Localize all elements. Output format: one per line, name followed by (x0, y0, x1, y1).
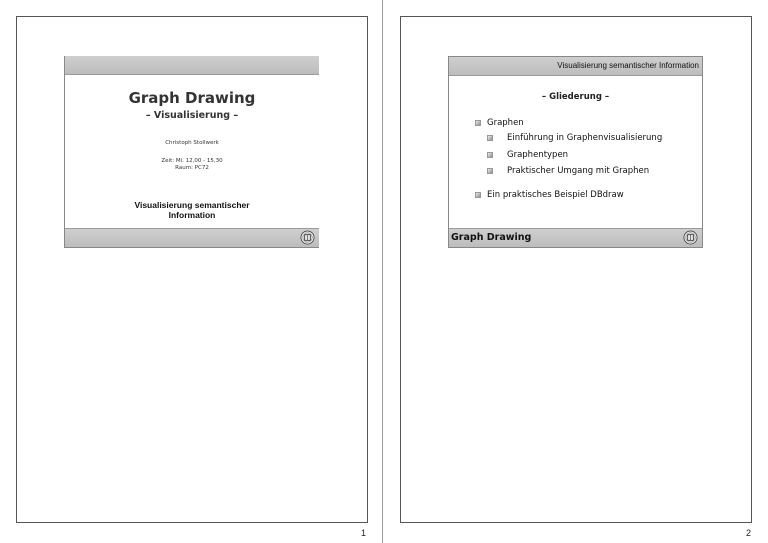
slide-footer-band (65, 228, 319, 247)
page-number: 2 (745, 528, 751, 538)
course-topic (65, 200, 319, 220)
outline-item (475, 190, 624, 200)
slide-footer-band (449, 228, 702, 247)
outline-subitem (487, 166, 649, 176)
square-bullet-icon (487, 152, 493, 158)
outline-item-text: Ein praktisches Beispiel DBdraw (487, 190, 624, 200)
outline-item-text: Graphentypen (507, 150, 569, 160)
lecture-room: Raum: PC72 (175, 165, 209, 171)
course-topic-line-1: Visualisierung semantischer (134, 200, 250, 210)
square-bullet-icon (475, 120, 481, 126)
slide-header-band (65, 56, 319, 75)
outline-item-text: Praktischer Umgang mit Graphen (507, 166, 650, 176)
course-topic-line-2: Information (168, 210, 216, 220)
handout-page-2 (384, 0, 767, 543)
outline-item (475, 118, 524, 128)
slide-title: Graph Drawing (128, 89, 256, 107)
outline-item-text: Einführung in Graphenvisualisierung (507, 133, 663, 143)
slide-subtitle: – Visualisierung – (145, 110, 239, 121)
slide-2 (448, 56, 703, 248)
slide-header-text: Visualisierung semantischer Information (557, 61, 699, 70)
outline-subitem (487, 133, 662, 143)
square-bullet-icon (475, 192, 481, 198)
slide-heading: – Gliederung – (541, 92, 610, 102)
university-seal-icon (300, 230, 315, 245)
handout-page-1 (0, 0, 383, 543)
slide-1 (64, 56, 319, 248)
author-name: Christoph Stollwerk (165, 140, 219, 146)
slide-footer-title: Graph Drawing (451, 232, 532, 243)
outline-subitem (487, 150, 568, 160)
page-number: 1 (360, 528, 366, 538)
square-bullet-icon (487, 168, 493, 174)
outline-item-text: Graphen (487, 118, 524, 128)
university-seal-icon (683, 230, 698, 245)
slide-header-band (449, 57, 702, 76)
lecture-time: Zeit: Mi. 12,00 - 15,30 (161, 158, 223, 164)
square-bullet-icon (487, 135, 493, 141)
